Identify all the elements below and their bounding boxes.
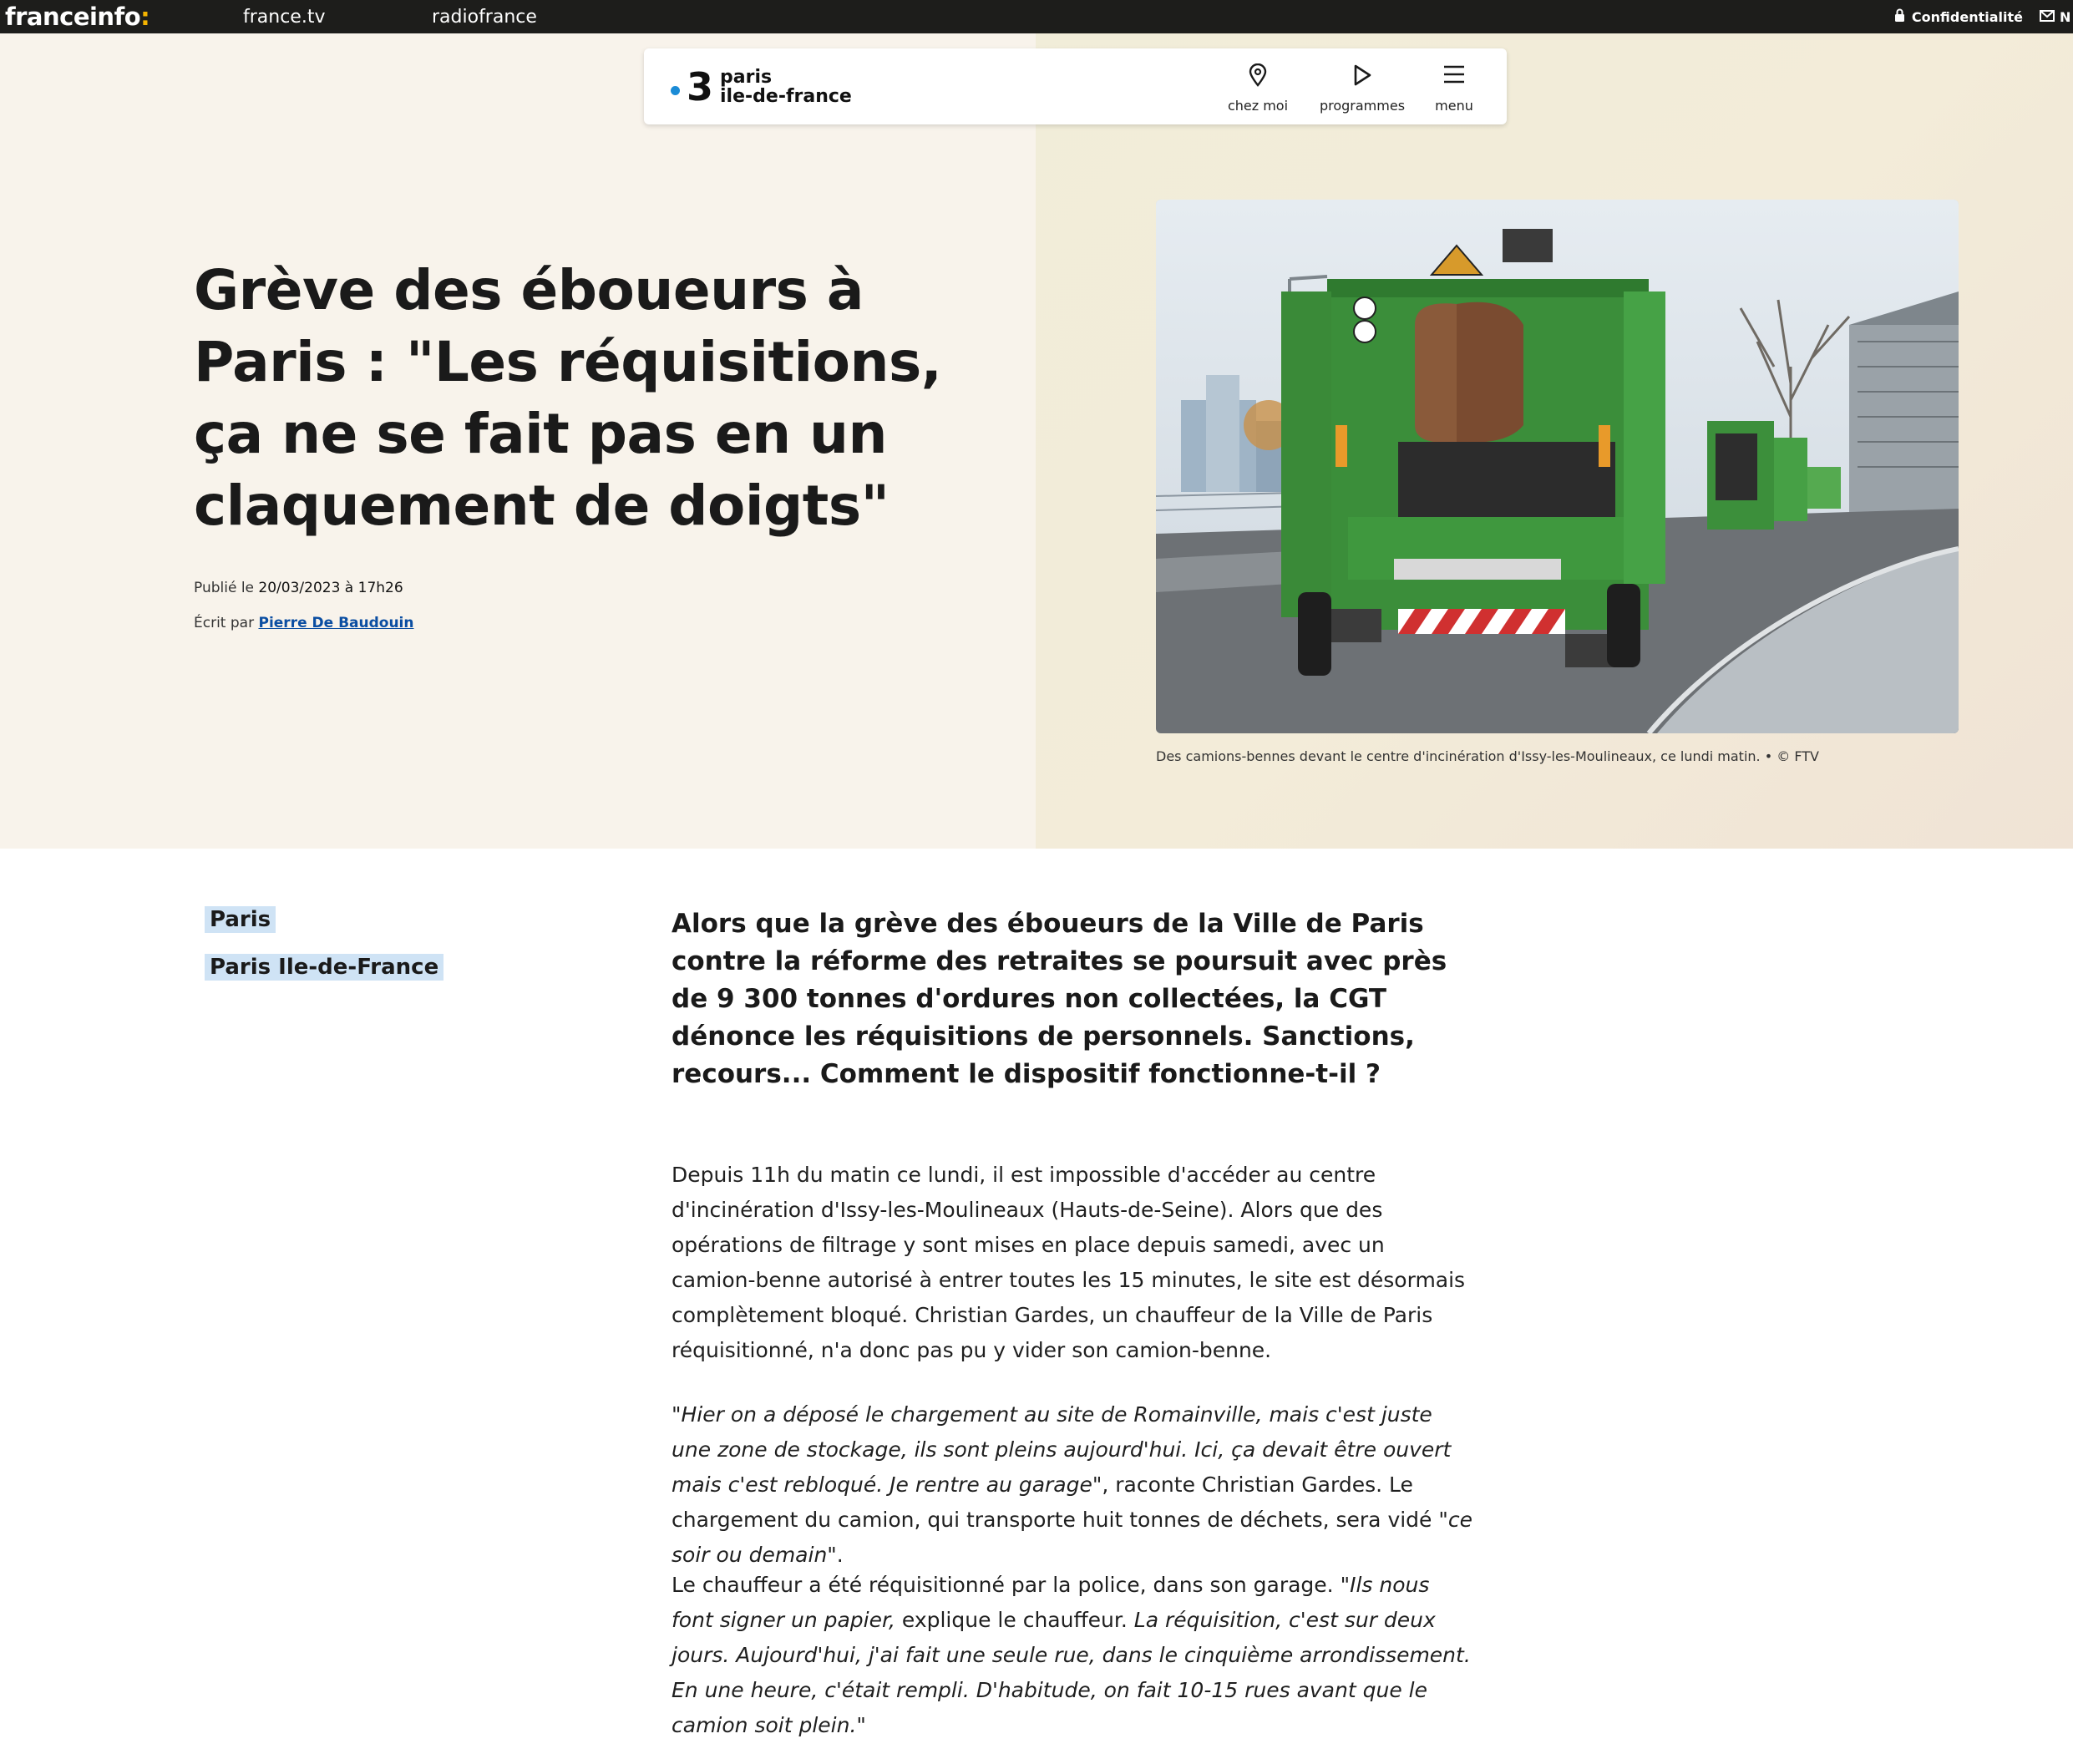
garbage-truck-illustration bbox=[1156, 200, 1959, 733]
brand-name: franceinfo bbox=[5, 3, 141, 31]
p2-quote-1: Hier on a déposé le chargement au site de Romainville, mais c'est juste une zone de stockage, ils sont pleins aujourd'hui. Ici, ça devait être ouvert mais c'est rebloqué. Je rentre au garage bbox=[672, 1402, 1452, 1497]
nav-programmes[interactable] bbox=[1316, 63, 1408, 114]
nav-menu[interactable] bbox=[1429, 63, 1479, 114]
play-icon bbox=[1352, 63, 1372, 87]
radiofrance-link[interactable]: radiofrance bbox=[432, 6, 537, 28]
logo-line1: paris bbox=[720, 66, 773, 88]
p3-quote-2: La réquisition, c'est sur deux jours. Aujourd'hui, j'ai fait une seule rue, dans le cinquième arrondissement. En une heure, c'était rempli. D'habitude, on fait 10-15 rues avant que le camion soit plein. bbox=[672, 1608, 1471, 1737]
lock-icon bbox=[1894, 8, 1905, 25]
logo-number: 3 bbox=[687, 64, 714, 109]
newsletter-label: N bbox=[2060, 8, 2071, 25]
franceinfo-logo[interactable] bbox=[5, 0, 150, 33]
regional-nav-card bbox=[644, 48, 1507, 124]
p2-open-quote: " bbox=[672, 1402, 682, 1427]
tag-paris[interactable]: Paris bbox=[205, 906, 276, 933]
p2-end: ". bbox=[827, 1543, 844, 1567]
p2-quote-2: ce soir ou demain bbox=[672, 1508, 1473, 1567]
p3-start: Le chauffeur a été réquisitionné par la police, dans son garage. " bbox=[672, 1573, 1351, 1597]
mail-icon bbox=[2040, 9, 2055, 25]
brand-colon: : bbox=[140, 3, 150, 31]
author-link[interactable]: Pierre De Baudouin bbox=[258, 615, 414, 631]
p3-quote-1: Ils nous font signer un papier, bbox=[672, 1573, 1430, 1632]
newsletter-link[interactable] bbox=[2040, 0, 2073, 33]
published-date: 20/03/2023 à 17h26 bbox=[258, 580, 403, 596]
article-lead: Alors que la grève des éboueurs de la Ville de Paris contre la réforme des retraites se poursuit avec près de 9 300 tonnes d'ordures non collectées, la CGT dénonce les réquisitions de personnels. Sanctions, recours... Comment le dispositif fonctionne-t-il ? bbox=[672, 909, 1447, 1089]
top-bar bbox=[0, 0, 2073, 33]
nav-programmes-label: programmes bbox=[1319, 98, 1406, 114]
privacy-link[interactable] bbox=[1894, 0, 2023, 33]
article-paragraph-2 bbox=[672, 1397, 1473, 1573]
france3-paris-logo[interactable] bbox=[671, 63, 852, 110]
publish-info bbox=[194, 580, 403, 596]
author-info bbox=[194, 615, 414, 631]
published-prefix: Publié le bbox=[194, 580, 255, 596]
article-title: Grève des éboueurs à Paris : "Les réquisitions, ça ne se fait pas en un claquement de doigts" bbox=[194, 258, 942, 538]
p3-middle: explique le chauffeur. bbox=[895, 1608, 1134, 1632]
location-pin-icon bbox=[1249, 63, 1267, 87]
article-photo bbox=[1156, 200, 1959, 733]
p2-middle: ", raconte Christian Gardes. Le chargement du camion, qui transporte huit tonnes de déchets, sera vidé " bbox=[672, 1473, 1448, 1532]
nav-chez-moi[interactable] bbox=[1224, 63, 1291, 114]
nav-chez-moi-label: chez moi bbox=[1227, 98, 1289, 114]
article-paragraph-1: Depuis 11h du matin ce lundi, il est impossible d'accéder au centre d'incinération d'Issy-les-Moulineaux (Hauts-de-Seine). Alors que des opérations de filtrage y sont mises en place depuis samedi, avec un camion-benne autorisé à entrer toutes les 15 minutes, le site est désormais complètement bloqué. Christian Gardes, un chauffeur de la Ville de Paris réquisitionné, n'a donc pas pu y vider son camion-benne. bbox=[672, 1163, 1466, 1362]
article-paragraph-3 bbox=[672, 1568, 1473, 1743]
francetv-link[interactable]: france.tv bbox=[243, 6, 326, 28]
p3-end: " bbox=[856, 1713, 866, 1737]
logo-line2: ile-de-france bbox=[720, 86, 852, 107]
tag-paris-ile-de-france[interactable]: Paris Ile-de-France bbox=[205, 954, 443, 981]
logo-dot bbox=[671, 86, 680, 95]
logo-region bbox=[720, 68, 852, 106]
photo-caption: Des camions-bennes devant le centre d'incinération d'Issy-les-Moulineaux, ce lundi matin. • © FTV bbox=[1156, 748, 1819, 764]
privacy-label: Confidentialité bbox=[1911, 8, 2023, 25]
hamburger-menu-icon bbox=[1442, 63, 1466, 85]
nav-menu-label: menu bbox=[1435, 98, 1473, 114]
author-prefix: Écrit par bbox=[194, 615, 255, 631]
